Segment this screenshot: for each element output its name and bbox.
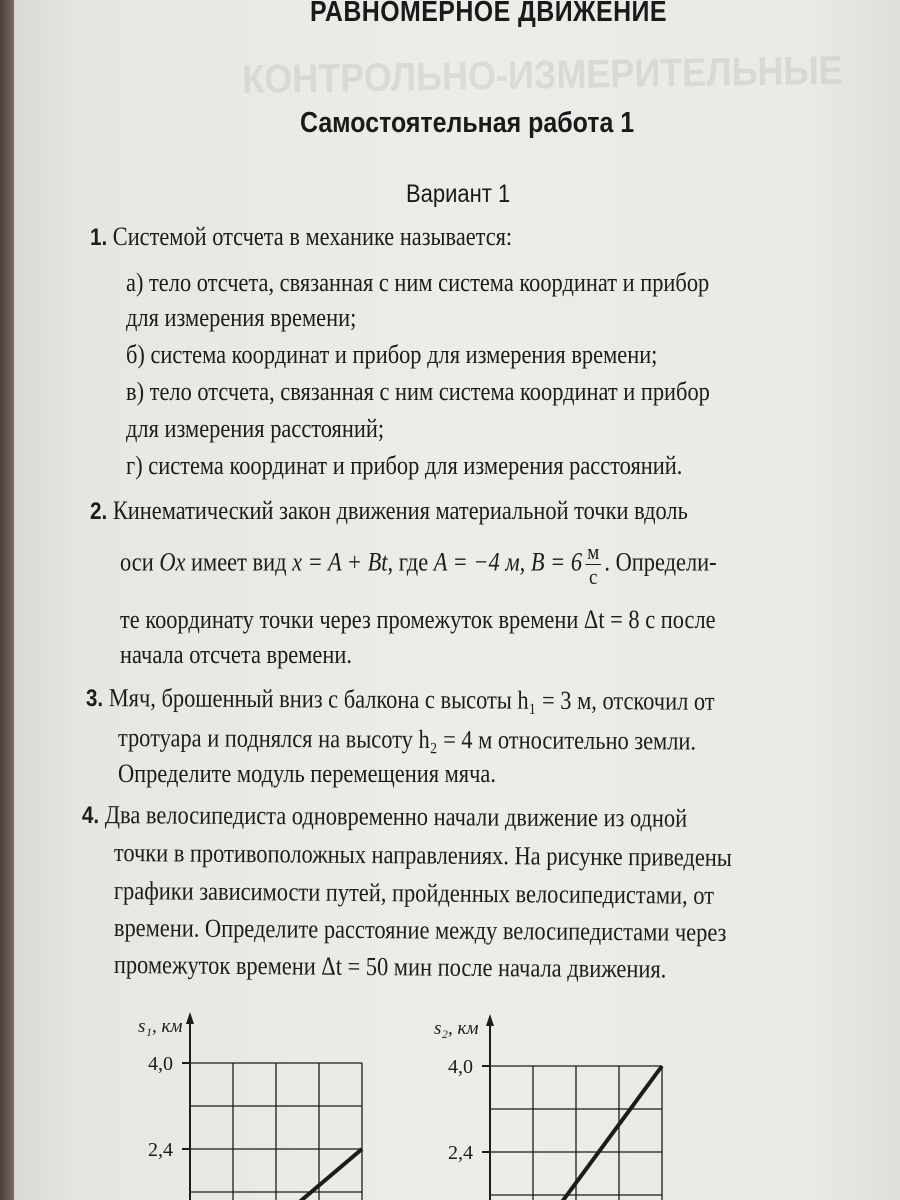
question-number: 1.: [90, 224, 108, 251]
question-text-line-1: Кинематический закон движения материальной точки вдоль: [112, 496, 688, 525]
arrow-up-icon: [186, 1012, 194, 1024]
q2-text: оси: [120, 547, 160, 577]
graph-s1-tick-label-top: 4,0: [148, 1053, 173, 1075]
q2-values: A = −4 м, B = 6: [433, 547, 583, 577]
question-number: 2.: [90, 498, 108, 525]
q2-formula: x = A + Bt: [292, 547, 388, 577]
variant-label: Вариант 1: [406, 180, 511, 208]
work-title: Самостоятельная работа 1: [300, 107, 635, 139]
question-2: [90, 496, 688, 526]
question-text: Системой отсчета в механике называется:: [112, 222, 513, 251]
arrow-up-icon: [486, 1014, 494, 1026]
book-spine: [0, 0, 14, 1200]
question-1: [90, 222, 512, 252]
q2-text: . Определи-: [604, 547, 717, 577]
q1-option-b: б) система координат и прибор для измерения времени;: [126, 340, 658, 369]
fraction-denominator: с: [589, 564, 598, 589]
q4-line-4: времени. Определите расстояние между велосипедистами через: [113, 913, 727, 947]
q2-line-2: [120, 540, 717, 589]
q4-line-5: промежуток времени Δt = 50 мин после начала движения.: [113, 950, 667, 984]
graph-s2-tick-label-mid: 2,4: [448, 1142, 473, 1164]
graph-s2-tick-label-top: 4,0: [448, 1056, 473, 1078]
q1-option-c-cont: для измерения расстояний;: [126, 414, 385, 443]
bleed-through-text: КОНТРОЛЬНО-ИЗМЕРИТЕЛЬНЫЕ: [242, 48, 843, 102]
graph-s1-grid: [190, 1063, 362, 1200]
question-4: [82, 800, 687, 834]
q2-line-4: начала отсчета времени.: [120, 640, 352, 669]
q4-line-2: точки в противоположных направлениях. На рисунке приведены: [113, 838, 732, 873]
q3-line-2: тротуара и поднялся на высоту h₂ = 4 м относительно земли.: [117, 723, 697, 756]
graph-s1-tick-label-mid: 2,4: [148, 1139, 173, 1161]
question-text-line-1: Два велосипедиста одновременно начали движение из одной: [104, 800, 688, 833]
question-number: 4.: [81, 802, 100, 830]
q2-text: имеет вид: [185, 547, 293, 577]
q2-axis: Ox: [159, 547, 186, 577]
q1-option-a: а) тело отсчета, связанная с ним система координат и прибор: [126, 268, 710, 297]
q1-option-a-cont: для измерения времени;: [126, 303, 357, 332]
graph-s1: [124, 1010, 384, 1200]
graph-s2-ylabel: s₂, км: [434, 1018, 479, 1039]
q3-line-3: Определите модуль перемещения мяча.: [118, 759, 496, 788]
question-number: 3.: [85, 685, 104, 713]
graph-s2: [426, 1010, 686, 1200]
question-text-line-1: Мяч, брошенный вниз с балкона с высоты h₁ = 3 м, отскочил от: [108, 683, 715, 716]
q1-option-c: в) тело отсчета, связанная с ним система координат и прибор: [126, 377, 710, 406]
q1-option-d: г) система координат и прибор для измерения расстояний.: [126, 451, 683, 480]
q4-line-3: графики зависимости путей, пройденных велосипедистами, от: [113, 876, 715, 910]
q2-text: , где: [387, 547, 434, 577]
graph-s2-line: [556, 1066, 662, 1200]
fraction-numerator: м: [587, 539, 600, 564]
graph-s1-ylabel: s₁, км: [138, 1016, 183, 1037]
section-title: РАВНОМЕРНОЕ ДВИЖЕНИЕ: [310, 0, 667, 28]
book-page: [14, 0, 900, 1200]
q2-line-3: те координату точки через промежуток времени Δt = 8 с после: [120, 605, 716, 634]
question-3: [86, 683, 715, 717]
q2-unit-fraction: [586, 540, 601, 589]
